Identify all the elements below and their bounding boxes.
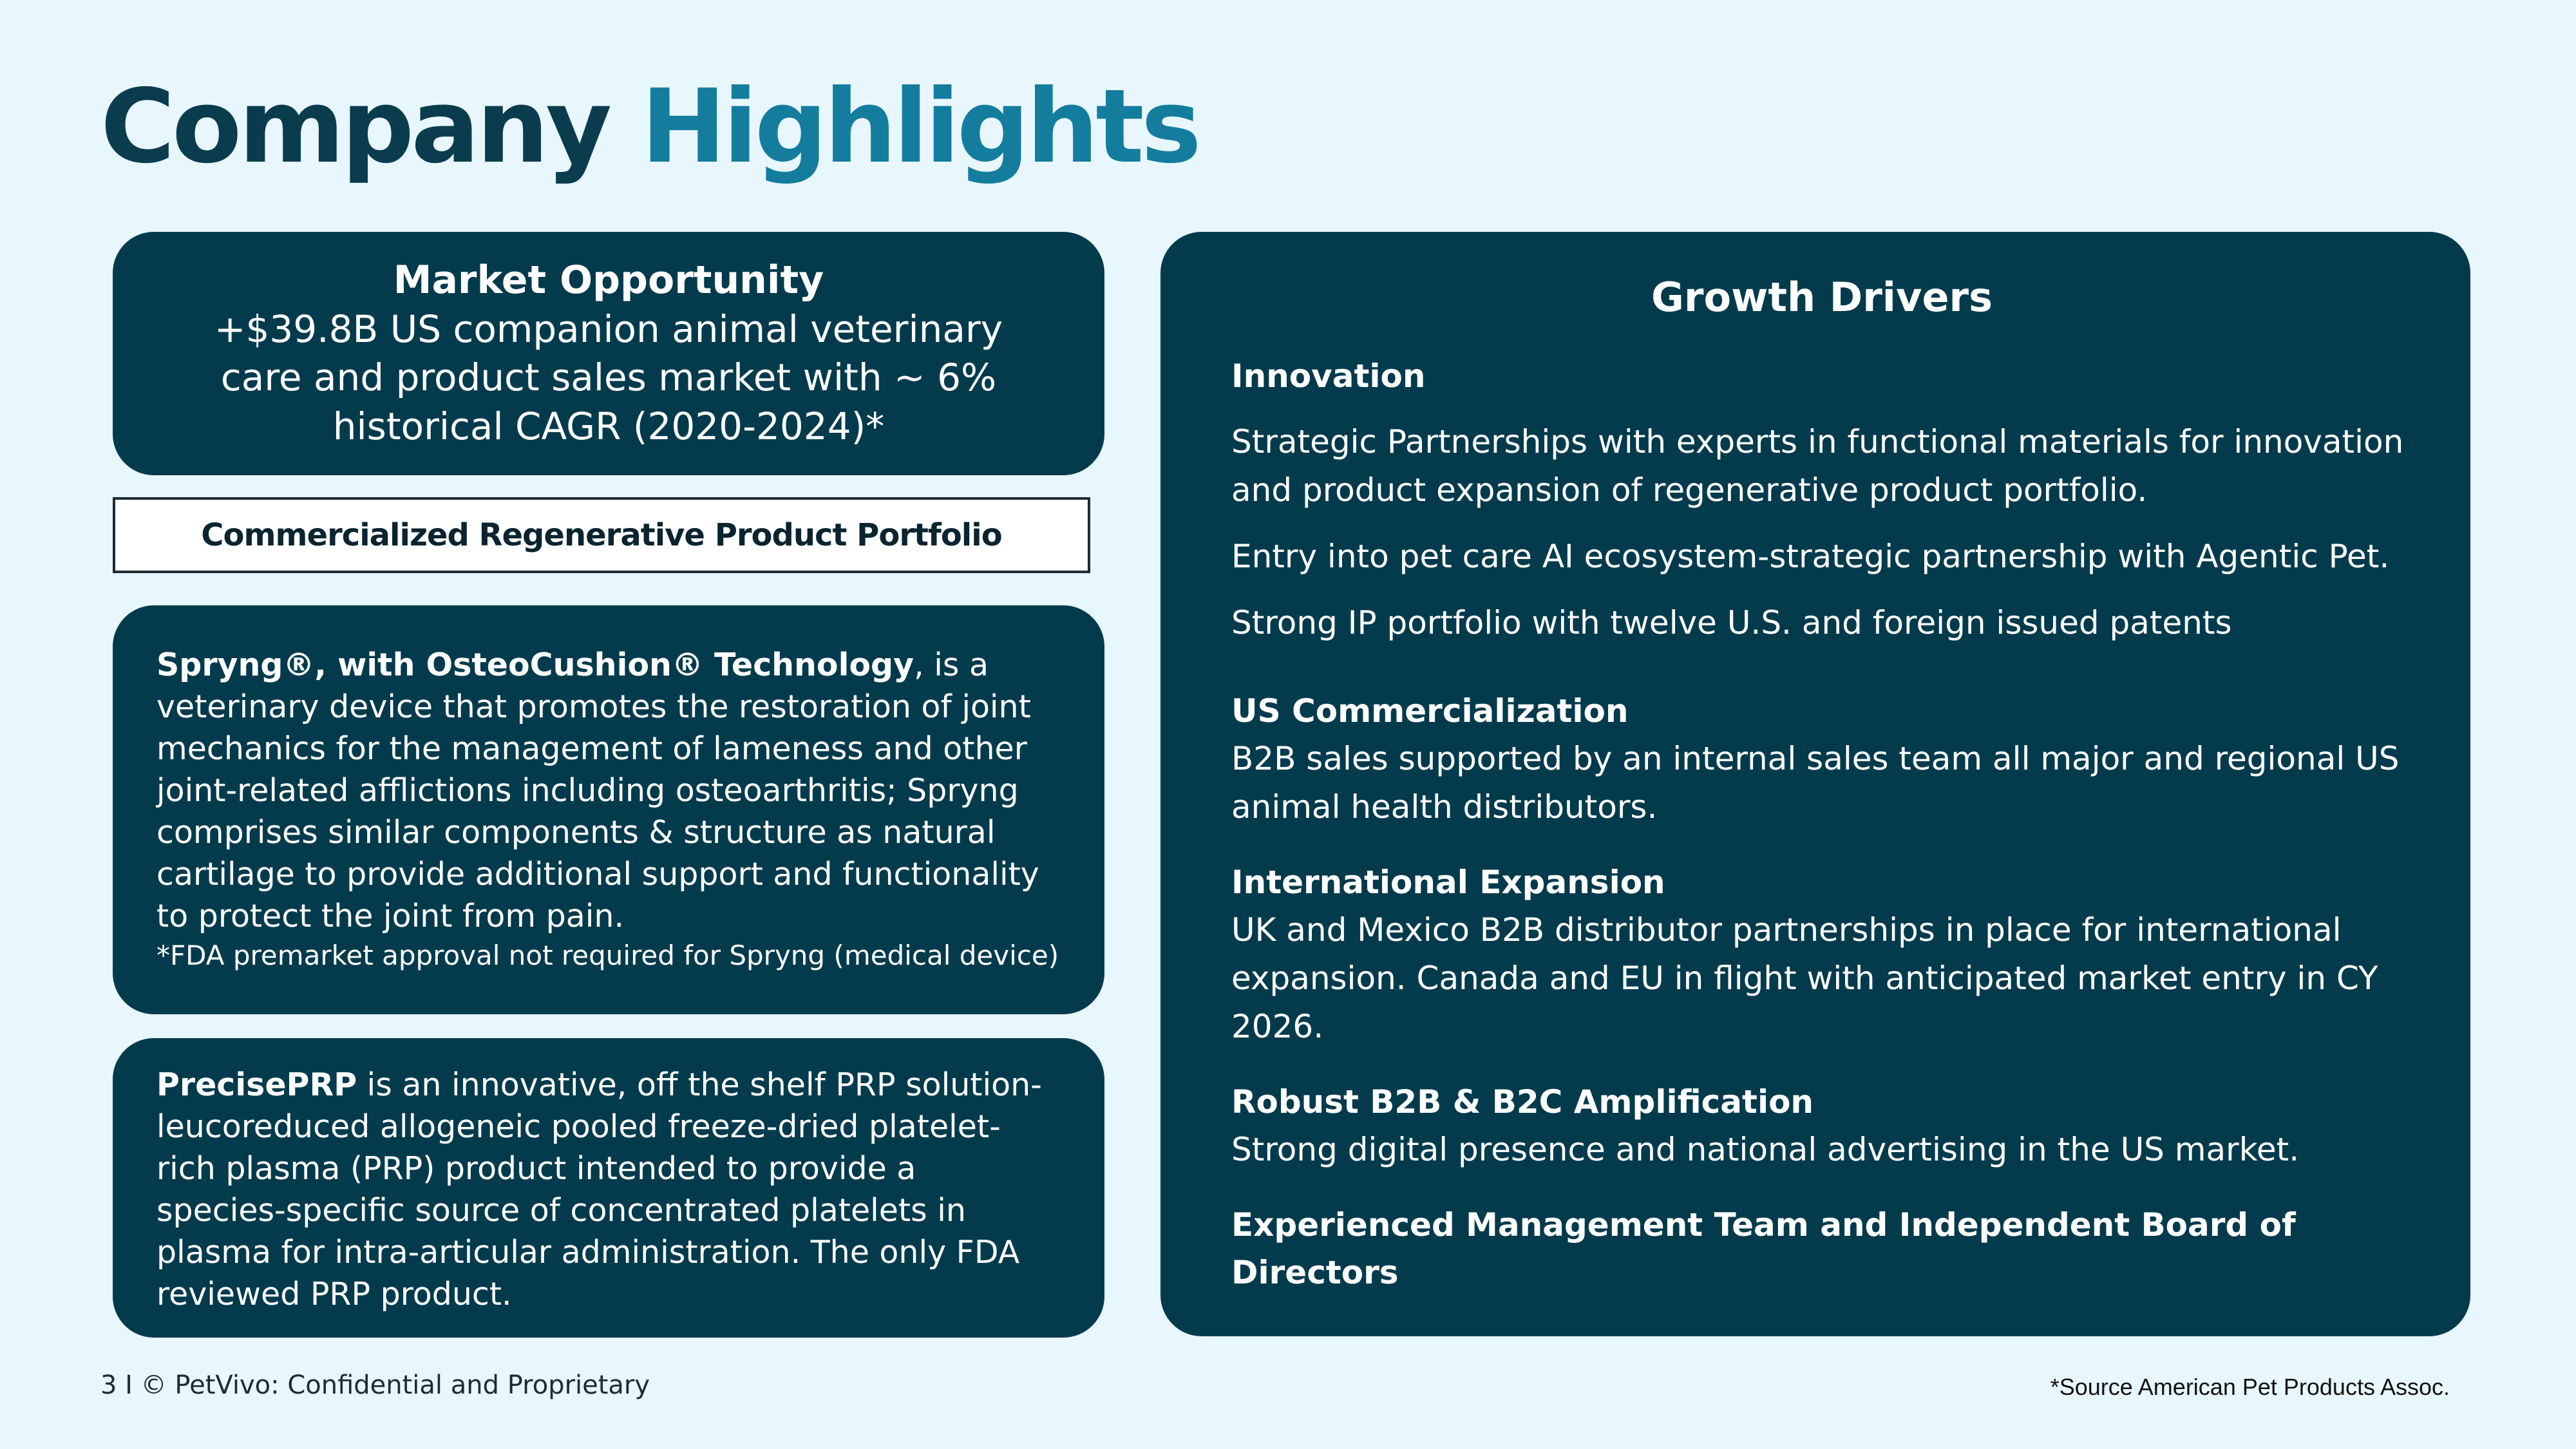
spryng-text: , is a veterinary device that promotes the restoration of joint mechanics for the management of lameness and other joint-related afflictions including osteoarthritis; Spryng comprises similar components & structure as natural cartilage to provide additional support and functionality to protect the joint from pain. — [156, 647, 1039, 934]
market-opportunity-card — [113, 232, 1104, 475]
portfolio-label: Commercialized Regenerative Product Portfolio — [113, 497, 1090, 573]
international-expansion-text: UK and Mexico B2B distributor partnerships in place for international expansion. Canada and EU in flight with anticipated market entry in CY 2026. — [1231, 911, 2378, 1045]
title-highlights: Highlights — [641, 68, 1198, 186]
spryng-description — [156, 644, 1059, 937]
footer-confidential: 3 I © PetVivo: Confidential and Proprietary — [100, 1370, 650, 1400]
preciseprp-description — [156, 1064, 1046, 1315]
innovation-item: Strong IP portfolio with twelve U.S. and foreign issued patents — [1231, 603, 2232, 641]
source-note: *Source American Pet Products Assoc. — [2050, 1374, 2450, 1400]
page-title — [100, 68, 1198, 186]
innovation-item: Strategic Partnerships with experts in functional materials for innovation and product expansion of regenerative product portfolio. — [1231, 422, 2404, 509]
innovation-item: Entry into pet care AI ecosystem-strategic partnership with Agentic Pet. — [1231, 537, 2390, 575]
amplification-text: Strong digital presence and national advertising in the US market. — [1231, 1130, 2300, 1168]
spryng-name: Spryng®, with OsteoCushion® Technology — [156, 647, 914, 683]
us-commercialization-text: B2B sales supported by an internal sales team all major and regional US animal health distributors. — [1231, 739, 2400, 826]
innovation-heading: Innovation — [1231, 357, 1426, 395]
us-commercialization-heading: US Commercialization — [1231, 692, 1629, 730]
spryng-card — [113, 605, 1104, 1014]
amplification-heading: Robust B2B & B2C Amplification — [1231, 1083, 1814, 1121]
international-expansion-heading: International Expansion — [1231, 863, 1665, 901]
growth-drivers-heading: Growth Drivers — [1651, 274, 1993, 321]
preciseprp-name: PrecisePRP — [156, 1066, 357, 1103]
market-opportunity-text: +$39.8B US companion animal veterinary care and product sales market with ~ 6% historical CAGR (2020-2024)* — [214, 307, 1003, 448]
spryng-fda-note: *FDA premarket approval not required for Spryng (medical device) — [156, 940, 1059, 971]
management-heading: Experienced Management Team and Independent Board of Directors — [1231, 1206, 2296, 1291]
preciseprp-card — [113, 1038, 1104, 1338]
preciseprp-text: is an innovative, off the shelf PRP solution- leucoreduced allogeneic pooled freeze-dried platelet-rich plasma (PRP) product intended to provide a species-specific source of concentrated platelets in plasma for intra-articular administration. The only FDA reviewed PRP product. — [156, 1066, 1042, 1312]
title-company: Company — [100, 68, 609, 186]
market-opportunity-heading: Market Opportunity — [393, 258, 824, 303]
growth-drivers-card — [1160, 232, 2470, 1336]
